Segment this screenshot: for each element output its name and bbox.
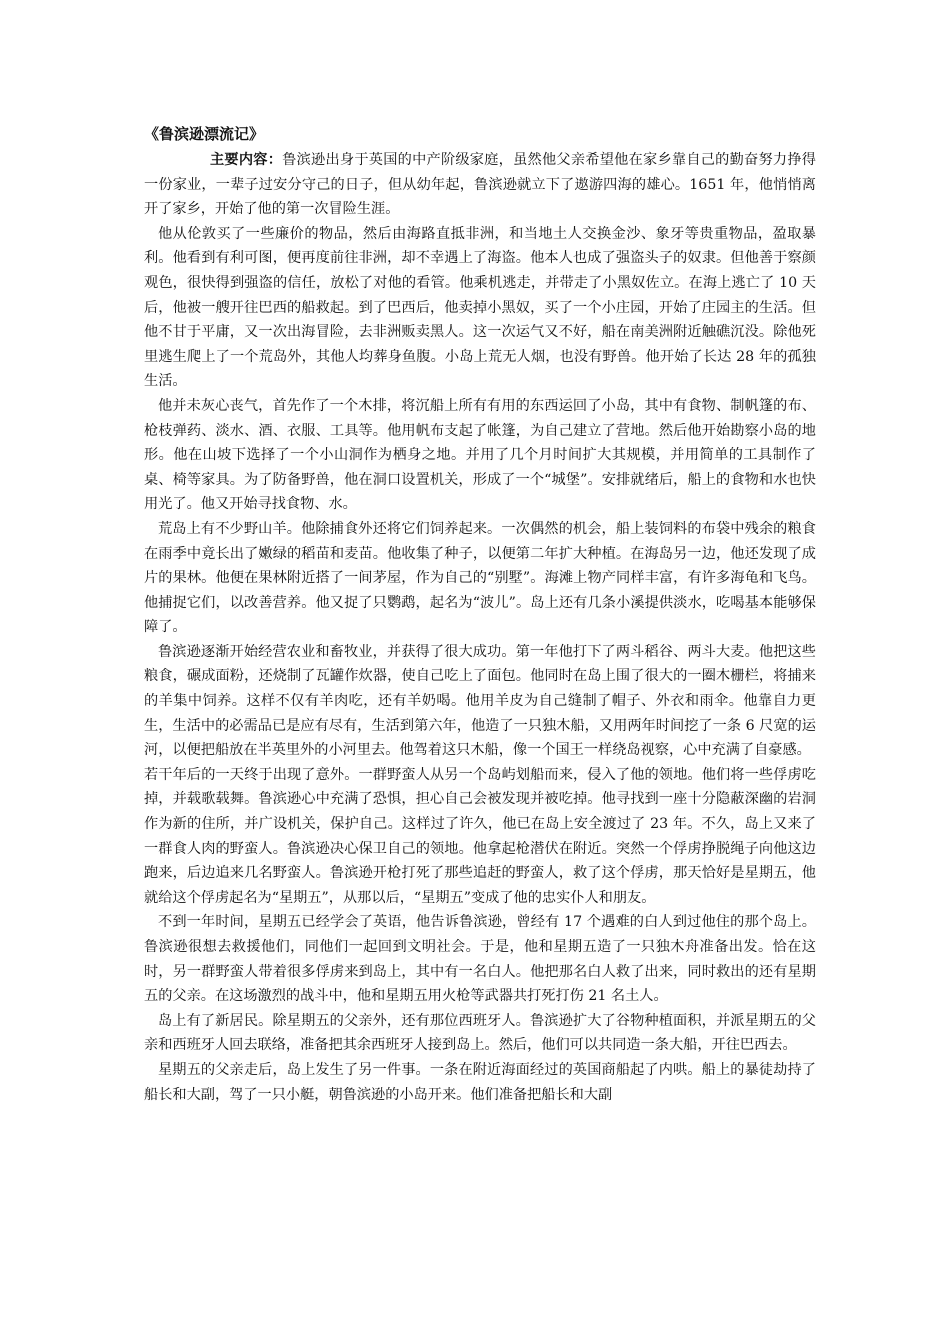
- paragraph-6: 不到一年时间，星期五已经学会了英语，他告诉鲁滨逊，曾经有 17 个遇难的白人到过他住的那个岛上。鲁滨逊很想去救援他们，同他们一起回到文明社会。于是，他和星期五造了一只独木舟准备出发。恰在这时，另一群野蛮人带着很多俘虏来到岛上，其中有一名白人。他把那名白人救了出来，同时救出的还有星期五的父亲。在这场激烈的战斗中，他和星期五用火枪等武器共打死打伤 21 名土人。: [144, 914, 816, 1005]
- paragraph-5: 若干年后的一天终于出现了意外。一群野蛮人从另一个岛屿划船而来，侵入了他的领地。他们将一些俘虏吃掉，并载歌载舞。鲁滨逊心中充满了恐惧，担心自己会被发现并被吃掉。他寻找到一座十分隐蔽深幽的岩洞作为新的住所，并广设机关，保护自己。这样过了许久，他已在岛上安全渡过了 23 年。不久，岛上又来了一群食人肉的野蛮人。鲁滨逊决心保卫自己的领地。他拿起枪潜伏在附近。突然一个俘虏挣脱绳子向他这边跑来，后边追来几名野蛮人。鲁滨逊开枪打死了那些追赶的野蛮人，救了这个俘虏，那天恰好是星期五，他就给这个俘虏起名为“星期五”，从那以后，“星期五”变成了他的忠实仆人和朋友。: [144, 766, 816, 906]
- paragraph-8: 星期五的父亲走后，岛上发生了另一件事。一条在附近海面经过的英国商船起了内哄。船上的暴徒劫持了船长和大副，驾了一只小艇，朝鲁滨逊的小岛开来。他们准备把船长和大副: [144, 1061, 816, 1103]
- lead-paragraph: [144, 148, 816, 222]
- paragraph-3: 荒岛上有不少野山羊。他除捕食外还将它们饲养起来。一次偶然的机会，船上装饲料的布袋中残余的粮食在雨季中竟长出了嫩绿的稻苗和麦苗。他收集了种子，以便第二年扩大种植。在海岛另一边，他还发现了成片的果林。他便在果林附近搭了一间茅屋，作为自己的“别墅”。海滩上物产同样丰富，有许多海龟和飞鸟。他捕捉它们，以改善营养。他又捉了只鹦鹉，起名为“波儿”。岛上还有几条小溪提供淡水，吃喝基本能够保障了。: [144, 520, 816, 636]
- paragraph-1: 他从伦敦买了一些廉价的物品，然后由海路直抵非洲，和当地土人交换金沙、象牙等贵重物品，盈取暴利。他看到有利可图，便再度前往非洲，却不幸遇上了海盗。他本人也成了强盗头子的奴隶。但他善于察颜观色，很快得到强盗的信任，放松了对他的看管。他乘机逃走，并带走了小黑奴佐立。在海上逃亡了 10 天后，他被一艘开往巴西的船救起。到了巴西后，他卖掉小黑奴，买了一个小庄园，开始了庄园主的生活。但他不甘于平庸，又一次出海冒险，去非洲贩卖黑人。这一次运气又不好，船在南美洲附近触礁沉没。除他死里逃生爬上了一个荒岛外，其他人均葬身鱼腹。小岛上荒无人烟，也没有野兽。他开始了长达 28 年的孤独生活。: [144, 225, 816, 390]
- document-page: [144, 122, 816, 1107]
- document-title: 《鲁滨逊漂流记》: [144, 125, 265, 143]
- lead-label: 主要内容：: [210, 152, 283, 168]
- paragraph-7: 岛上有了新居民。除星期五的父亲外，还有那位西班牙人。鲁滨逊扩大了谷物种植面积，并派星期五的父亲和西班牙人回去联络，准备把其余西班牙人接到岛上。然后，他们可以共同造一条大船，开往巴西去。: [144, 1012, 816, 1054]
- lead-text: 鲁滨逊出身于英国的中产阶级家庭，虽然他父亲希望他在家乡靠自己的勤奋努力挣得一份家业，一辈子过安分守己的日子，但从幼年起，鲁滨逊就立下了遨游四海的雄心。1651 年，他悄悄离开了家乡，开始了他的第一次冒险生涯。: [144, 152, 816, 218]
- paragraph-2: 他并未灰心丧气，首先作了一个木排，将沉船上所有有用的东西运回了小岛，其中有食物、制帆篷的布、枪枝弹药、淡水、酒、衣服、工具等。他用帆布支起了帐篷，为自己建立了营地。然后他开始勘察小岛的地形。他在山坡下选择了一个小山洞作为栖身之地。并用了几个月时间扩大其规模，并用简单的工具制作了桌、椅等家具。为了防备野兽，他在洞口设置机关，形成了一个“城堡”。安排就绪后，船上的食物和水也快用光了。他又开始寻找食物、水。: [144, 397, 816, 513]
- paragraph-4: 鲁滨逊逐渐开始经营农业和畜牧业，并获得了很大成功。第一年他打下了两斗稻谷、两斗大麦。他把这些粮食，碾成面粉，还烧制了瓦罐作炊器，使自己吃上了面包。他同时在岛上围了很大的一圈木栅栏，将捕来的羊集中饲养。这样不仅有羊肉吃，还有羊奶喝。他用羊皮为自己缝制了帽子、外衣和雨伞。他靠自力更生，生活中的必需品已是应有尽有，生活到第六年，他造了一只独木船，又用两年时间挖了一条 6 尺宽的运河，以便把船放在半英里外的小河里去。他驾着这只木船，像一个国王一样绕岛视察，心中充满了自豪感。: [144, 643, 816, 759]
